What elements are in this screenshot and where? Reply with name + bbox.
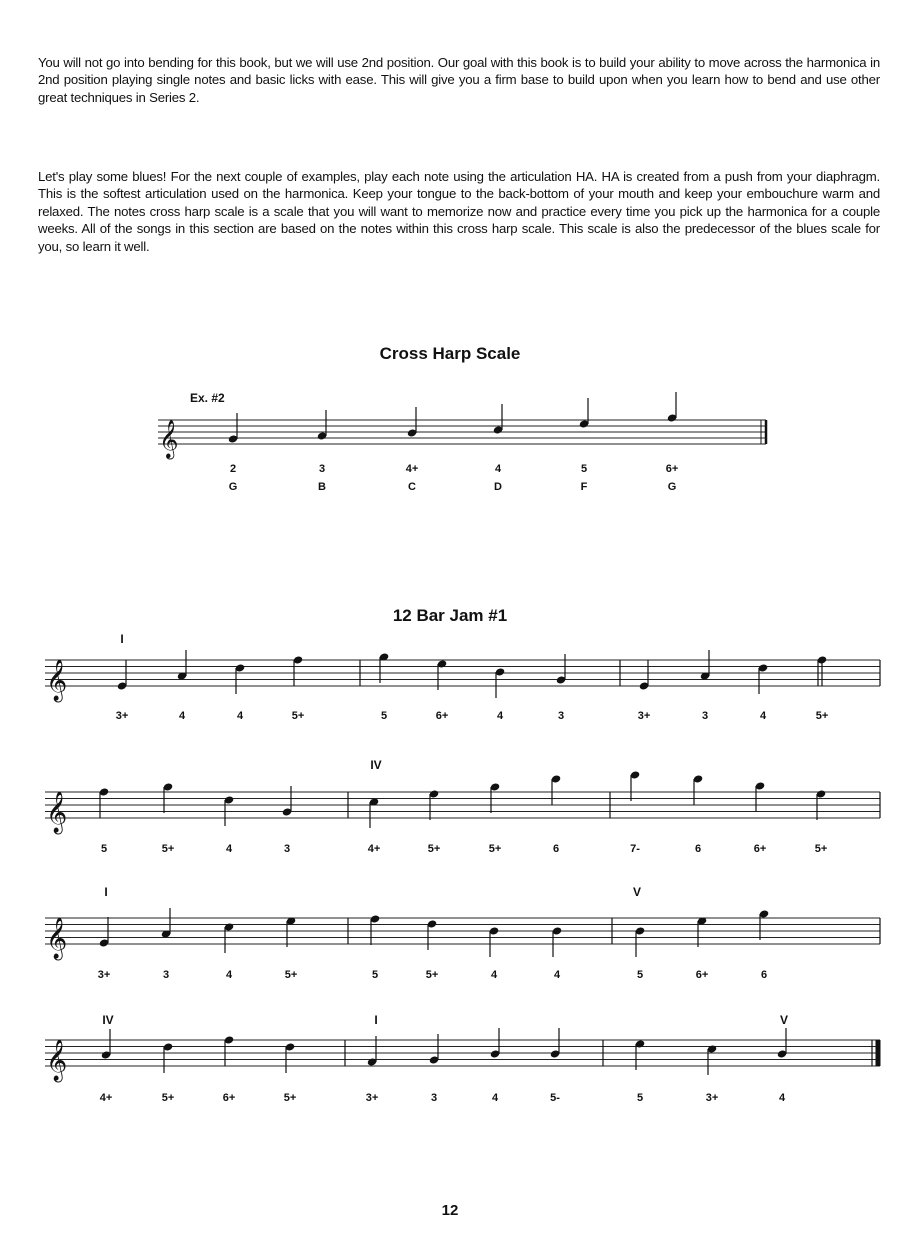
scale-hole-number: 4 <box>494 463 502 475</box>
jam-hole-number: 3 <box>557 710 565 722</box>
jam-hole-number: 5 <box>636 969 644 981</box>
jam-hole-number: 4 <box>225 843 233 855</box>
articulation-paragraph: Let's play some blues! For the next couple of examples, play each note using the articulation HA. HA is created from a push from your diaphragm. This is the softest articulation used on the harmonica. Keep your tongue to the back-bottom of your mouth and keep your embouchure warm and relaxed. The notes cross harp scale is a scale that you will want to memorize now and practice every time you pick up the harmonica for a couple weeks. All of the songs in this section are based on the notes within this cross harp scale. This scale is also the predecessor of the blues scale for you, so learn it well. <box>38 169 880 254</box>
chord-symbol: V <box>779 1013 789 1027</box>
jam-hole-number: 3 <box>283 843 291 855</box>
jam-hole-number: 4 <box>491 1092 499 1104</box>
jam-hole-number: 6+ <box>222 1092 236 1104</box>
jam-hole-number: 5+ <box>488 843 502 855</box>
treble-clef-icon: 𝄞 <box>46 660 68 701</box>
treble-clef-icon: 𝄞 <box>159 419 179 458</box>
jam-hole-number: 5+ <box>291 710 305 722</box>
jam-hole-number: 3 <box>162 969 170 981</box>
scale-hole-number: 5 <box>580 463 588 475</box>
jam-hole-number: 5+ <box>814 843 828 855</box>
jam-hole-number: 5+ <box>427 843 441 855</box>
jam-hole-number: 3+ <box>705 1092 719 1104</box>
jam-hole-number: 5+ <box>815 710 829 722</box>
scale-note-name: F <box>580 481 588 493</box>
jam-hole-number: 3 <box>701 710 709 722</box>
jam-hole-number: 5+ <box>283 1092 297 1104</box>
scale-note-name: C <box>408 481 416 493</box>
scale-hole-number: 3 <box>318 463 326 475</box>
jam-hole-number: 5+ <box>161 843 175 855</box>
scale-title: Cross Harp Scale <box>379 344 521 363</box>
jam-hole-number: 4 <box>236 710 244 722</box>
jam-hole-number: 6+ <box>435 710 449 722</box>
chord-symbol: I <box>374 1013 378 1027</box>
scale-hole-number: 6+ <box>665 463 679 475</box>
jam-hole-number: 4 <box>225 969 233 981</box>
jam-hole-number: 4 <box>553 969 561 981</box>
jam-hole-number: 5 <box>636 1092 644 1104</box>
treble-clef-icon: 𝄞 <box>46 918 68 959</box>
jam-hole-number: 3 <box>430 1092 438 1104</box>
jam-hole-number: 5 <box>380 710 388 722</box>
jam-hole-number: 4 <box>759 710 767 722</box>
scale-hole-number: 4+ <box>405 463 419 475</box>
treble-clef-icon: 𝄞 <box>46 792 68 833</box>
chord-symbol: I <box>104 885 108 899</box>
jam-hole-number: 3+ <box>637 710 651 722</box>
scale-note-name: G <box>228 481 238 493</box>
page-number: 12 <box>441 1202 459 1219</box>
intro-paragraph: You will not go into bending for this book, but we will use 2nd position. Our goal with this book is to build your ability to move across the harmonica in 2nd position playing single notes and basic licks with ease. This will give you a firm base to build upon when you learn how to bend and use other great techniques in Series 2. <box>38 55 880 105</box>
jam-hole-number: 5+ <box>161 1092 175 1104</box>
jam-hole-number: 6+ <box>695 969 709 981</box>
scale-hole-number: 2 <box>229 463 237 475</box>
chord-symbol: IV <box>102 1013 114 1027</box>
example-label: Ex. #2 <box>190 391 225 405</box>
scale-note-name: B <box>318 481 326 493</box>
chord-symbol: V <box>632 885 642 899</box>
jam-hole-number: 5+ <box>425 969 439 981</box>
jam-hole-number: 4+ <box>367 843 381 855</box>
jam-hole-number: 6 <box>552 843 560 855</box>
jam-hole-number: 4+ <box>99 1092 113 1104</box>
scale-note-name: G <box>667 481 677 493</box>
jam-hole-number: 3+ <box>115 710 129 722</box>
jam-hole-number: 6 <box>694 843 702 855</box>
chord-symbol: IV <box>370 758 382 772</box>
jam-hole-number: 4 <box>490 969 498 981</box>
jam-hole-number: 4 <box>778 1092 786 1104</box>
chord-symbol: I <box>120 632 124 646</box>
jam-hole-number: 6 <box>760 969 768 981</box>
jam-hole-number: 5- <box>550 1092 560 1104</box>
jam-hole-number: 4 <box>496 710 504 722</box>
jam-hole-number: 3+ <box>97 969 111 981</box>
jam-hole-number: 6+ <box>753 843 767 855</box>
jam-hole-number: 5 <box>371 969 379 981</box>
jam-hole-number: 4 <box>178 710 186 722</box>
scale-note-name: D <box>494 481 502 493</box>
jam-hole-number: 5+ <box>284 969 298 981</box>
jam-hole-number: 3+ <box>365 1092 379 1104</box>
jam-hole-number: 7- <box>630 843 640 855</box>
treble-clef-icon: 𝄞 <box>46 1040 68 1081</box>
jam-hole-number: 5 <box>100 843 108 855</box>
jam-title: 12 Bar Jam #1 <box>392 606 508 625</box>
